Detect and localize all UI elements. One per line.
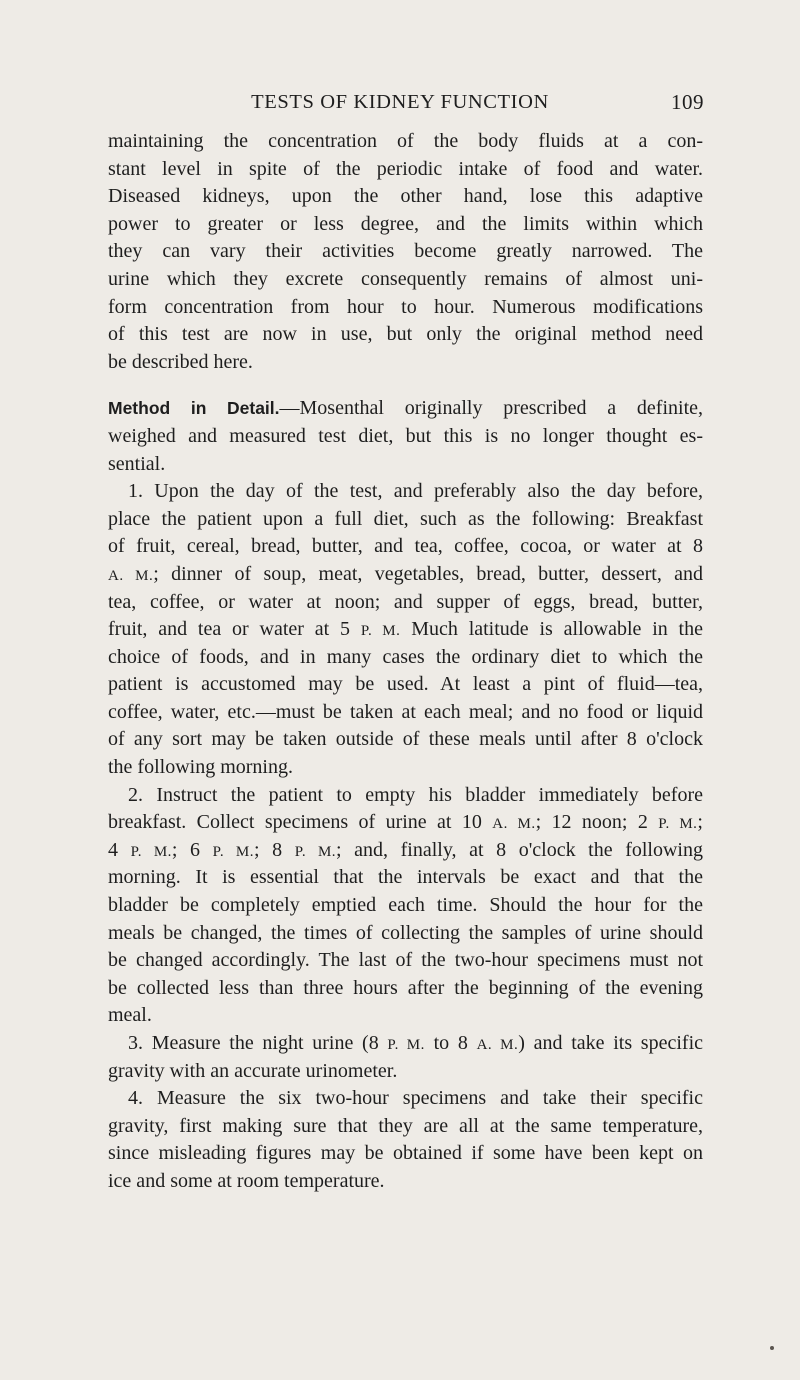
text-run: 3. Measure the night urine (8: [128, 1032, 388, 1054]
text-line: place the patient upon a full diet, such as the following: Breakfast: [108, 507, 703, 530]
text-run: breakfast. Collect specimens of urine at 10: [108, 811, 493, 834]
print-speck: [770, 1346, 774, 1350]
text-line: be described here.: [108, 350, 253, 373]
text-line: tea, coffee, or water at noon; and supper of eggs, bread, butter,: [108, 590, 703, 613]
time-abbrev: P. M.: [130, 843, 172, 860]
section-gap: [108, 376, 703, 395]
text-run: fruit, and tea or water at 5: [108, 618, 361, 641]
text-line: 1. Upon the day of the test, and preferably also the day before,: [128, 480, 703, 503]
text-line: [108, 395, 703, 423]
page-number: 109: [671, 90, 704, 114]
text-run: ; and, finally, at 8 o'clock the following: [336, 838, 703, 861]
text-line: be changed accordingly. The last of the two-hour specimens must not: [108, 949, 703, 972]
text-line: form concentration from hour to hour. Numerous modifications: [108, 295, 703, 318]
text-line: bladder be completely emptied each time. Should the hour for the: [108, 894, 703, 917]
text-line: stant level in spite of the periodic intake of food and water.: [108, 157, 703, 180]
step-3: [108, 1030, 703, 1085]
text-line: [108, 1030, 703, 1058]
text-line: [108, 809, 703, 837]
section-heading: Method in Detail.: [108, 398, 280, 419]
time-abbrev: P. M.: [294, 843, 337, 860]
time-abbrev: P. M.: [360, 623, 401, 640]
text-run: ; 12 noon; 2: [535, 811, 659, 834]
text-run: ) and take its specific: [518, 1032, 703, 1054]
text-line: the following morning.: [108, 756, 293, 779]
time-abbrev: A. M.: [492, 816, 536, 833]
text-line: of this test are now in use, but only the original method need: [108, 323, 703, 346]
time-abbrev: P. M.: [658, 816, 698, 833]
text-line: power to greater or less degree, and the limits within which: [108, 212, 703, 235]
body-text: [108, 128, 703, 1196]
time-abbrev: A. M.: [476, 1037, 519, 1053]
paragraph-continuation: [108, 128, 703, 376]
method-paragraph: [108, 395, 703, 478]
text-run: ; dinner of soup, meat, vegetables, bread, butter, dessert, and: [153, 562, 704, 585]
text-line: of any sort may be taken outside of these meals until after 8 o'clock: [108, 728, 703, 751]
text-line: 2. Instruct the patient to empty his bladder immediately before: [128, 783, 703, 806]
text-line: since misleading figures may be obtained if some have been kept on: [108, 1142, 703, 1165]
text-line: 4. Measure the six two-hour specimens and take their specific: [128, 1087, 703, 1110]
text-run: —Mosenthal originally prescribed a definite,: [279, 397, 703, 420]
text-line: ice and some at room temperature.: [108, 1169, 385, 1192]
text-line: urine which they excrete consequently remains of almost uni-: [108, 267, 703, 290]
text-line: choice of foods, and in many cases the ordinary diet to which the: [108, 645, 703, 668]
text-line: coffee, water, etc.—must be taken at each meal; and no food or liquid: [108, 700, 703, 723]
running-head: [0, 88, 800, 116]
text-line: Diseased kidneys, upon the other hand, lose this adaptive: [108, 185, 703, 208]
text-run: to 8: [424, 1032, 477, 1054]
text-line: be collected less than three hours after the beginning of the evening: [108, 976, 703, 999]
text-run: Much latitude is allowable in the: [400, 618, 703, 641]
text-line: sential.: [108, 452, 166, 475]
text-line: meal.: [108, 1004, 152, 1027]
text-run: ;: [697, 811, 703, 834]
step-1: [108, 478, 703, 782]
text-line: patient is accustomed may be used. At least a pint of fluid—tea,: [108, 673, 703, 696]
text-line: weighed and measured test diet, but this is no longer thought es-: [108, 424, 703, 447]
time-abbrev: P. M.: [212, 843, 254, 860]
text-run: ; 8: [253, 838, 295, 861]
time-abbrev: A. M.: [108, 567, 154, 584]
text-line: meals be changed, the times of collecting the samples of urine should: [108, 921, 703, 944]
running-title: TESTS OF KIDNEY FUNCTION: [251, 91, 549, 113]
text-run: ; 6: [171, 838, 213, 861]
text-line: they can vary their activities become greatly narrowed. The: [108, 240, 703, 263]
text-line: [108, 561, 703, 589]
text-line: of fruit, cereal, bread, butter, and tea, coffee, cocoa, or water at 8: [108, 535, 703, 558]
text-line: gravity, first making sure that they are all at the same temperature,: [108, 1114, 703, 1137]
time-abbrev: P. M.: [387, 1037, 425, 1053]
step-2: [108, 782, 703, 1030]
text-run: 4: [108, 838, 131, 861]
text-line: [108, 837, 703, 865]
text-line: morning. It is essential that the intervals be exact and that the: [108, 866, 703, 889]
text-line: [108, 616, 703, 644]
step-4: [108, 1085, 703, 1195]
text-line: gravity with an accurate urinometer.: [108, 1059, 398, 1082]
text-line: maintaining the concentration of the body fluids at a con-: [108, 130, 703, 152]
